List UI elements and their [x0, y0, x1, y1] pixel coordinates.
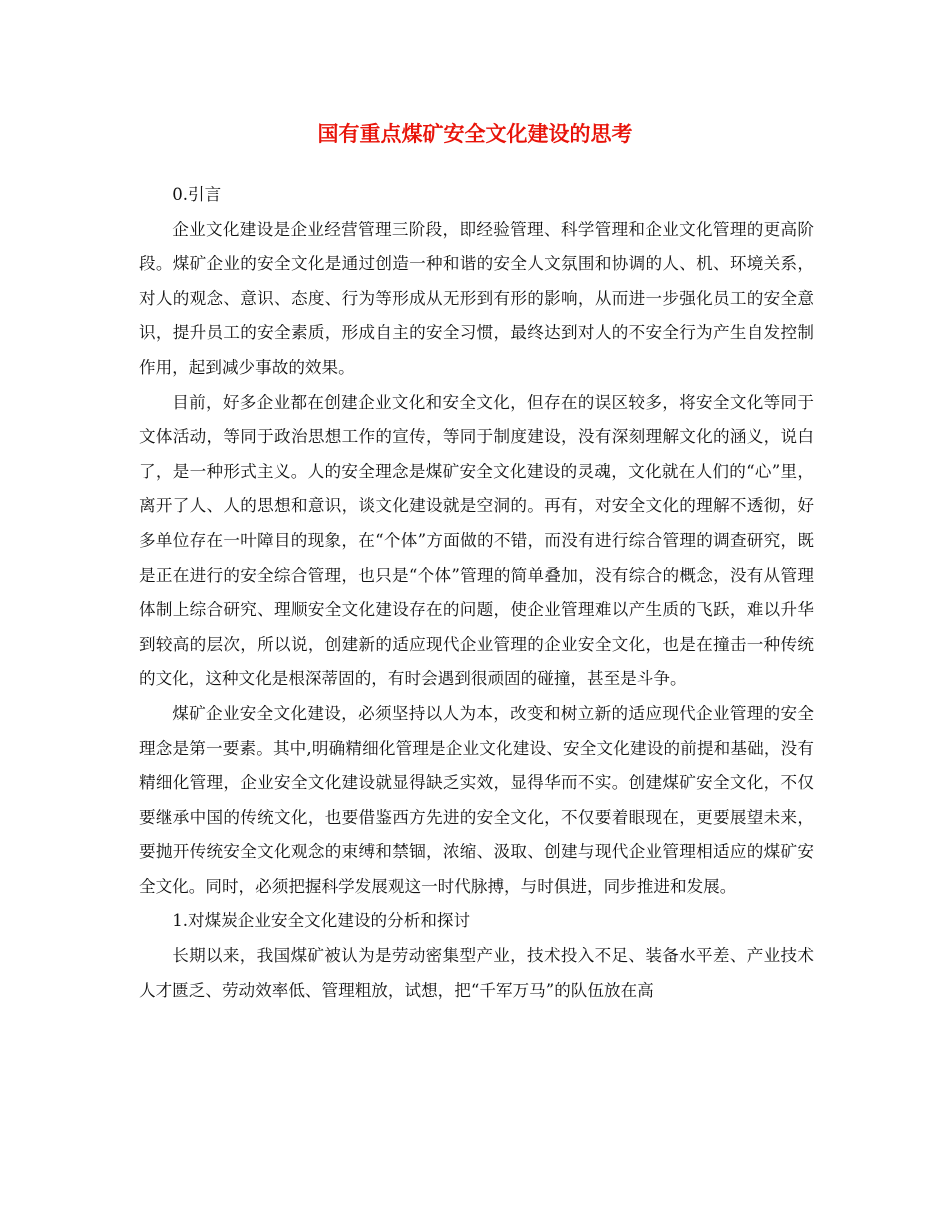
section-heading-analysis: 1.对煤炭企业安全文化建设的分析和探讨 [172, 911, 471, 931]
paragraph: 企业文化建设是企业经营管理三阶段，即经验管理、科学管理和企业文化管理的更高阶段。煤矿企业的安全文化是通过创造一种和谐的安全人文氛围和协调的人、机、环境关系，对人的观念、意识、态度、行为等形成从无形到有形的影响，从而进一步强化员工的安全意识，提升员工的安全素质，形成自主的安全习惯，最终达到对人的不安全行为产生自发控制作用，起到减少事故的效果。 [139, 219, 814, 377]
paragraph: 长期以来，我国煤矿被认为是劳动密集型产业，技术投入不足、装备水平差、产业技术人才匮乏、劳动效率低、管理粗放，试想，把“千军万马”的队伍放在高 [139, 946, 814, 1000]
section-heading-intro: 0.引言 [172, 185, 222, 204]
document-title: 国有重点煤矿安全文化建设的思考 [317, 121, 633, 146]
paragraph: 煤矿企业安全文化建设，必须坚持以人为本，改变和树立新的适应现代企业管理的安全理念是第一要素。其中,明确精细化管理是企业文化建设、安全文化建设的前提和基础，没有精细化管理，企业安全文化建设就显得缺乏实效，显得华而不实。创建煤矿安全文化，不仅要继承中国的传统文化，也要借鉴西方先进的安全文化，不仅要着眼现在，更要展望未来，要抛开传统安全文化观念的束缚和禁锢，浓缩、汲取、创建与现代企业管理相适应的煤矿安全文化。同时，必须把握科学发展观这一时代脉搏，与时俱进，同步推进和发展。 [139, 703, 814, 896]
paragraph: 目前，好多企业都在创建企业文化和安全文化，但存在的误区较多，将安全文化等同于文体活动，等同于政治思想工作的宣传，等同于制度建设，没有深刻理解文化的涵义，说白了，是一种形式主义。人的安全理念是煤矿安全文化建设的灵魂，文化就在人们的“心”里，离开了人、人的思想和意识，谈文化建设就是空洞的。再有，对安全文化的理解不透彻，好多单位存在一叶障目的现象，在“个体”方面做的不错，而没有进行综合管理的调查研究，既是正在进行的安全综合管理，也只是“个体”管理的简单叠加，没有综合的概念，没有从管理体制上综合研究、理顺安全文化建设存在的问题，使企业管理难以产生质的飞跃，难以升华到较高的层次，所以说，创建新的适应现代企业管理的企业安全文化，也是在撞击一种传统的文化，这种文化是根深蒂固的，有时会遇到很顽固的碰撞，甚至是斗争。 [139, 392, 814, 689]
document-body [139, 178, 814, 1008]
